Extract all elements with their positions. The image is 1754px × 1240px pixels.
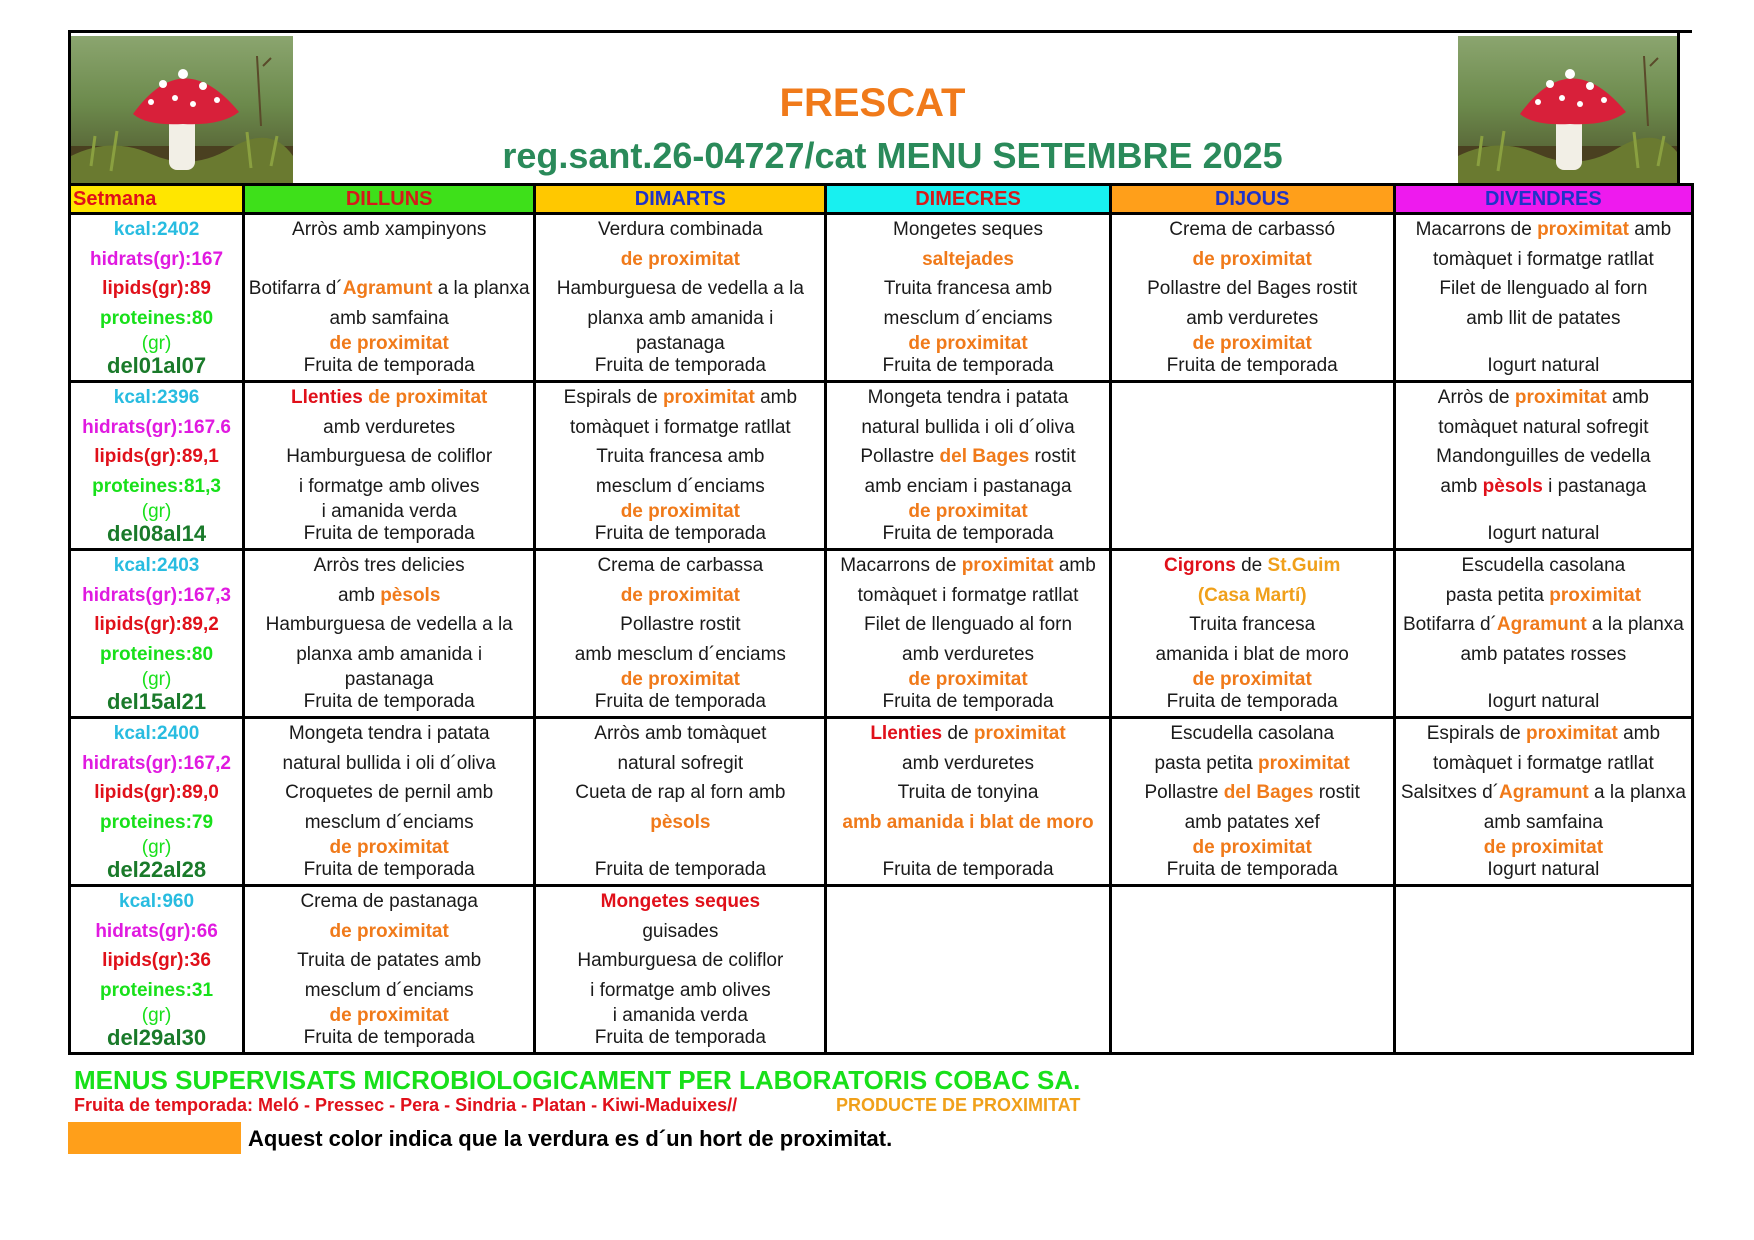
week-period: del08al14 bbox=[107, 520, 207, 546]
dish-line: tomàquet i formatge ratllat bbox=[857, 584, 1079, 606]
dessert-line: Fruita de temporada bbox=[882, 522, 1054, 544]
menu-cell-dimecres bbox=[826, 550, 1110, 718]
dish-line: Filet de llenguado al forn bbox=[1439, 278, 1648, 299]
proximity-tag: de proximitat bbox=[329, 920, 449, 942]
dessert-line: Fruita de temporada bbox=[303, 522, 475, 544]
dessert-line: Fruita de temporada bbox=[303, 1026, 475, 1048]
dessert-line: Fruita de temporada bbox=[594, 354, 766, 376]
dish-line: pasta petita proximitat bbox=[1154, 752, 1350, 774]
dish-line: Pollastre del Bages rostit bbox=[860, 446, 1076, 467]
dish-line: Escudella casolana bbox=[1461, 555, 1626, 576]
week-stats bbox=[70, 550, 244, 718]
dish-line: natural bullida i oli d´oliva bbox=[861, 416, 1075, 438]
dessert-line: Fruita de temporada bbox=[303, 858, 475, 880]
menu-cell-dilluns bbox=[244, 550, 535, 718]
col-header-dimecres: DIMECRES bbox=[826, 185, 1110, 214]
dessert-line: Fruita de temporada bbox=[1166, 690, 1338, 712]
dish-line: mesclum d´enciams bbox=[304, 811, 474, 833]
proximity-tag: de proximitat bbox=[620, 669, 740, 690]
week-stats bbox=[70, 886, 244, 1054]
proteines-value: proteines:31 bbox=[100, 979, 214, 1001]
dish-line: Botifarra d´Agramunt a la planxa bbox=[248, 278, 530, 299]
kcal-value: kcal:2400 bbox=[113, 723, 200, 744]
dish-line: amb verduretes bbox=[902, 643, 1035, 665]
dish-line: natural bullida i oli d´oliva bbox=[282, 752, 496, 774]
week-period: del15al21 bbox=[107, 688, 207, 714]
grams-unit: (gr) bbox=[141, 1005, 172, 1026]
menu-header bbox=[68, 30, 1692, 185]
legend-text: Aquest color indica que la verdura es d´un hort de proximitat. bbox=[248, 1126, 893, 1151]
dessert-line: Fruita de temporada bbox=[882, 690, 1054, 712]
proteines-value: proteines:81,3 bbox=[92, 475, 221, 497]
menu-title: FRESCAT bbox=[779, 81, 966, 125]
menu-table bbox=[68, 183, 1694, 1055]
dish-line: Espirals de proximitat amb bbox=[563, 387, 798, 408]
dish-line: Croquetes de pernil amb bbox=[285, 782, 494, 803]
kcal-value: kcal:2396 bbox=[113, 387, 200, 408]
lipids-value: lipids(gr):36 bbox=[102, 950, 211, 971]
table-row bbox=[70, 550, 1693, 718]
dish-line: Crema de pastanaga bbox=[300, 891, 478, 912]
proximity-tag: de proximitat bbox=[329, 333, 449, 354]
grams-unit: (gr) bbox=[141, 837, 172, 858]
dish-line: i formatge amb olives bbox=[298, 475, 480, 497]
dish-line: Truita de patates amb bbox=[297, 950, 482, 971]
dish-line: mesclum d´enciams bbox=[595, 475, 765, 497]
menu-cell-dijous bbox=[1110, 886, 1394, 1054]
proximity-tag: de proximitat bbox=[620, 248, 740, 270]
dessert-line: Iogurt natural bbox=[1487, 522, 1600, 544]
dish-line: amb samfaina bbox=[1483, 811, 1604, 833]
table-row bbox=[70, 718, 1693, 886]
proximity-tag: saltejades bbox=[922, 248, 1014, 270]
grams-unit: (gr) bbox=[141, 501, 172, 522]
hidrats-value: hidrats(gr):167,3 bbox=[82, 584, 231, 606]
hidrats-value: hidrats(gr):167.6 bbox=[82, 416, 231, 438]
menu-cell-dijous bbox=[1110, 550, 1394, 718]
dish-line: Hamburguesa de coliflor bbox=[286, 446, 493, 467]
dish-line: amb enciam i pastanaga bbox=[864, 475, 1072, 497]
col-header-dimarts: DIMARTS bbox=[535, 185, 826, 214]
table-header-row bbox=[70, 185, 1693, 214]
dish-line: Filet de llenguado al forn bbox=[863, 614, 1073, 635]
dessert-line: Iogurt natural bbox=[1487, 354, 1600, 376]
dessert-line: Fruita de temporada bbox=[303, 690, 475, 712]
menu-cell-divendres bbox=[1394, 718, 1692, 886]
dish-line: pastanaga bbox=[344, 669, 434, 690]
seasonal-fruit-note: Fruita de temporada: Meló - Pressec - Pera - Sindria - Platan - Kiwi-Maduixes// bbox=[74, 1095, 738, 1115]
week-period: del01al07 bbox=[107, 352, 207, 378]
dish-line: planxa amb amanida i bbox=[296, 643, 483, 665]
dish-line: Mongeta tendra i patata bbox=[867, 387, 1069, 408]
proximity-tag: de proximitat bbox=[620, 584, 740, 606]
dish-line: Crema de carbassa bbox=[597, 555, 764, 576]
menu-cell-dijous bbox=[1110, 718, 1394, 886]
dish-line: Arròs tres delicies bbox=[313, 555, 465, 576]
dish-line: Macarrons de proximitat amb bbox=[840, 555, 1096, 576]
proximity-tag: de proximitat bbox=[329, 1005, 449, 1026]
dish-line: Hamburguesa de coliflor bbox=[577, 950, 784, 971]
dish-line: Verdura combinada bbox=[597, 219, 763, 240]
proximity-tag: de proximitat bbox=[620, 501, 740, 522]
dish-line: Botifarra d´Agramunt a la planxa bbox=[1402, 614, 1684, 635]
lipids-value: lipids(gr):89,1 bbox=[94, 446, 219, 467]
dessert-line: Fruita de temporada bbox=[303, 354, 475, 376]
dish-line: Mongetes seques bbox=[893, 219, 1044, 240]
proteines-value: proteines:79 bbox=[100, 811, 214, 833]
dish-line: Salsitxes d´Agramunt a la planxa bbox=[1400, 782, 1686, 803]
dish-line: Truita francesa amb bbox=[883, 278, 1053, 299]
proximity-product-label: PRODUCTE DE PROXIMITAT bbox=[836, 1095, 1081, 1115]
proximity-tag: de proximitat bbox=[908, 501, 1028, 522]
dish-line: mesclum d´enciams bbox=[304, 979, 474, 1001]
dish-line: amb amanida i blat de moro bbox=[842, 811, 1094, 833]
mushroom-photo-right bbox=[1458, 36, 1680, 188]
week-stats bbox=[70, 214, 244, 382]
dish-line: Pollastre rostit bbox=[620, 614, 741, 635]
week-stats bbox=[70, 382, 244, 550]
menu-cell-dilluns bbox=[244, 718, 535, 886]
hidrats-value: hidrats(gr):66 bbox=[95, 920, 218, 942]
dish-line: Escudella casolana bbox=[1170, 723, 1335, 744]
lipids-value: lipids(gr):89 bbox=[102, 278, 211, 299]
col-header-divendres: DIVENDRES bbox=[1394, 185, 1692, 214]
dish-line: i formatge amb olives bbox=[590, 979, 771, 1001]
week-stats bbox=[70, 718, 244, 886]
dessert-line: Fruita de temporada bbox=[882, 858, 1054, 880]
dish-line: amb mesclum d´enciams bbox=[574, 643, 786, 665]
dessert-line: Fruita de temporada bbox=[1166, 354, 1338, 376]
table-row bbox=[70, 214, 1693, 382]
menu-cell-dimarts bbox=[535, 382, 826, 550]
dish-line: Mandonguilles de vedella bbox=[1436, 446, 1651, 467]
dish-line: amb llit de patates bbox=[1466, 307, 1621, 329]
dish-line: Mongetes seques bbox=[600, 891, 761, 912]
menu-cell-dijous bbox=[1110, 214, 1394, 382]
dish-line: Pollastre del Bages rostit bbox=[1147, 278, 1358, 299]
dessert-line: Iogurt natural bbox=[1487, 690, 1600, 712]
dish-line: Llenties de proximitat bbox=[870, 723, 1066, 744]
dish-line: natural sofregit bbox=[617, 752, 744, 774]
grams-unit: (gr) bbox=[141, 333, 172, 354]
menu-cell-dimecres bbox=[826, 886, 1110, 1054]
dish-line: amb verduretes bbox=[902, 752, 1035, 774]
proximity-tag: de proximitat bbox=[329, 837, 449, 858]
dish-line: Espirals de proximitat amb bbox=[1426, 723, 1661, 744]
menu-cell-dilluns bbox=[244, 886, 535, 1054]
menu-cell-divendres bbox=[1394, 382, 1692, 550]
menu-subtitle: reg.sant.26-04727/cat MENU SETEMBRE 2025 bbox=[502, 135, 1283, 176]
proximity-tag: de proximitat bbox=[1192, 669, 1312, 690]
dish-line: tomàquet i formatge ratllat bbox=[1433, 248, 1654, 270]
dish-line: pèsols bbox=[650, 811, 711, 833]
dish-line: tomàquet i formatge ratllat bbox=[569, 416, 791, 438]
dish-line: Llenties de proximitat bbox=[290, 387, 488, 408]
menu-cell-dilluns bbox=[244, 382, 535, 550]
menu-cell-dimarts bbox=[535, 550, 826, 718]
dish-line: Macarrons de proximitat amb bbox=[1415, 219, 1672, 240]
dish-line: Truita de tonyina bbox=[897, 782, 1039, 803]
dish-line: Cueta de rap al forn amb bbox=[575, 782, 786, 803]
proximity-tag: de proximitat bbox=[1192, 837, 1312, 858]
dish-line: i amanida verda bbox=[612, 1005, 748, 1026]
lipids-value: lipids(gr):89,2 bbox=[94, 614, 219, 635]
dish-line: amb verduretes bbox=[323, 416, 456, 438]
supervision-note: MENUS SUPERVISATS MICROBIOLOGICAMENT PER LABORATORIS COBAC SA. bbox=[74, 1065, 1081, 1095]
proximity-tag: de proximitat bbox=[908, 333, 1028, 354]
menu-frame bbox=[68, 30, 1692, 1063]
menu-cell-dimecres bbox=[826, 214, 1110, 382]
dish-line: amb patates xef bbox=[1184, 811, 1320, 833]
mushroom-photo-left bbox=[71, 36, 293, 188]
proteines-value: proteines:80 bbox=[100, 643, 214, 665]
dessert-line: Fruita de temporada bbox=[594, 690, 766, 712]
dish-line: pastanaga bbox=[635, 333, 725, 354]
dessert-line: Fruita de temporada bbox=[882, 354, 1054, 376]
dish-line: planxa amb amanida i bbox=[587, 307, 774, 329]
menu-cell-dimarts bbox=[535, 214, 826, 382]
table-row bbox=[70, 382, 1693, 550]
menu-cell-divendres bbox=[1394, 550, 1692, 718]
hidrats-value: hidrats(gr):167 bbox=[90, 248, 224, 270]
kcal-value: kcal:960 bbox=[119, 891, 195, 912]
grams-unit: (gr) bbox=[141, 669, 172, 690]
dish-line: Crema de carbassó bbox=[1169, 219, 1336, 240]
dish-line: mesclum d´enciams bbox=[883, 307, 1053, 329]
dish-line: Truita francesa amb bbox=[596, 446, 765, 467]
lipids-value: lipids(gr):89,0 bbox=[94, 782, 219, 803]
dish-line: i amanida verda bbox=[321, 501, 457, 522]
dish-line: amb verduretes bbox=[1186, 307, 1319, 329]
proximity-tag: de proximitat bbox=[908, 669, 1028, 690]
menu-cell-dimarts bbox=[535, 718, 826, 886]
kcal-value: kcal:2403 bbox=[113, 555, 200, 576]
legend-color-swatch bbox=[68, 1122, 241, 1154]
dish-line: Arròs amb xampinyons bbox=[292, 219, 487, 240]
dessert-line: Fruita de temporada bbox=[594, 1026, 766, 1048]
dish-line: Truita francesa bbox=[1189, 614, 1316, 635]
col-header-setmana: Setmana bbox=[70, 185, 244, 214]
hidrats-value: hidrats(gr):167,2 bbox=[82, 752, 231, 774]
dessert-line: Fruita de temporada bbox=[594, 522, 766, 544]
menu-cell-dijous bbox=[1110, 382, 1394, 550]
menu-cell-divendres bbox=[1394, 214, 1692, 382]
dish-line: Arròs amb tomàquet bbox=[594, 723, 767, 744]
proximity-tag: de proximitat bbox=[1192, 333, 1312, 354]
week-period: del29al30 bbox=[107, 1024, 207, 1050]
dish-line: Hamburguesa de vedella a la bbox=[265, 614, 513, 635]
dish-line: Cigrons de St.Guim bbox=[1164, 555, 1341, 576]
proteines-value: proteines:80 bbox=[100, 307, 214, 329]
dish-line: (Casa Martí) bbox=[1197, 584, 1307, 606]
dish-line: amb samfaina bbox=[329, 307, 449, 329]
dish-line: amb pèsols bbox=[337, 584, 441, 606]
col-header-dilluns: DILLUNS bbox=[244, 185, 535, 214]
kcal-value: kcal:2402 bbox=[113, 219, 200, 240]
proximity-tag: de proximitat bbox=[1483, 837, 1604, 858]
dish-line: pasta petita proximitat bbox=[1445, 584, 1642, 606]
dish-line: amb patates rosses bbox=[1460, 643, 1627, 665]
dessert-line: Fruita de temporada bbox=[594, 858, 766, 880]
dessert-line: Iogurt natural bbox=[1487, 858, 1600, 880]
dish-line: Pollastre del Bages rostit bbox=[1144, 782, 1360, 803]
table-row bbox=[70, 886, 1693, 1054]
week-period: del22al28 bbox=[107, 856, 207, 882]
proximity-tag: de proximitat bbox=[1192, 248, 1312, 270]
menu-cell-dilluns bbox=[244, 214, 535, 382]
dish-line: amb pèsols i pastanaga bbox=[1440, 475, 1647, 497]
menu-cell-dimarts bbox=[535, 886, 826, 1054]
menu-cell-divendres bbox=[1394, 886, 1692, 1054]
menu-cell-dimecres bbox=[826, 718, 1110, 886]
col-header-dijous: DIJOUS bbox=[1110, 185, 1394, 214]
dish-line: Hamburguesa de vedella a la bbox=[556, 278, 804, 299]
dish-line: tomàquet i formatge ratllat bbox=[1433, 752, 1654, 774]
dish-line: Mongeta tendra i patata bbox=[288, 723, 490, 744]
dish-line: tomàquet natural sofregit bbox=[1438, 416, 1649, 438]
dessert-line: Fruita de temporada bbox=[1166, 858, 1338, 880]
menu-cell-dimecres bbox=[826, 382, 1110, 550]
dish-line: guisades bbox=[642, 920, 719, 942]
dish-line: Arròs de proximitat amb bbox=[1437, 387, 1649, 408]
dish-line: amanida i blat de moro bbox=[1155, 643, 1349, 665]
